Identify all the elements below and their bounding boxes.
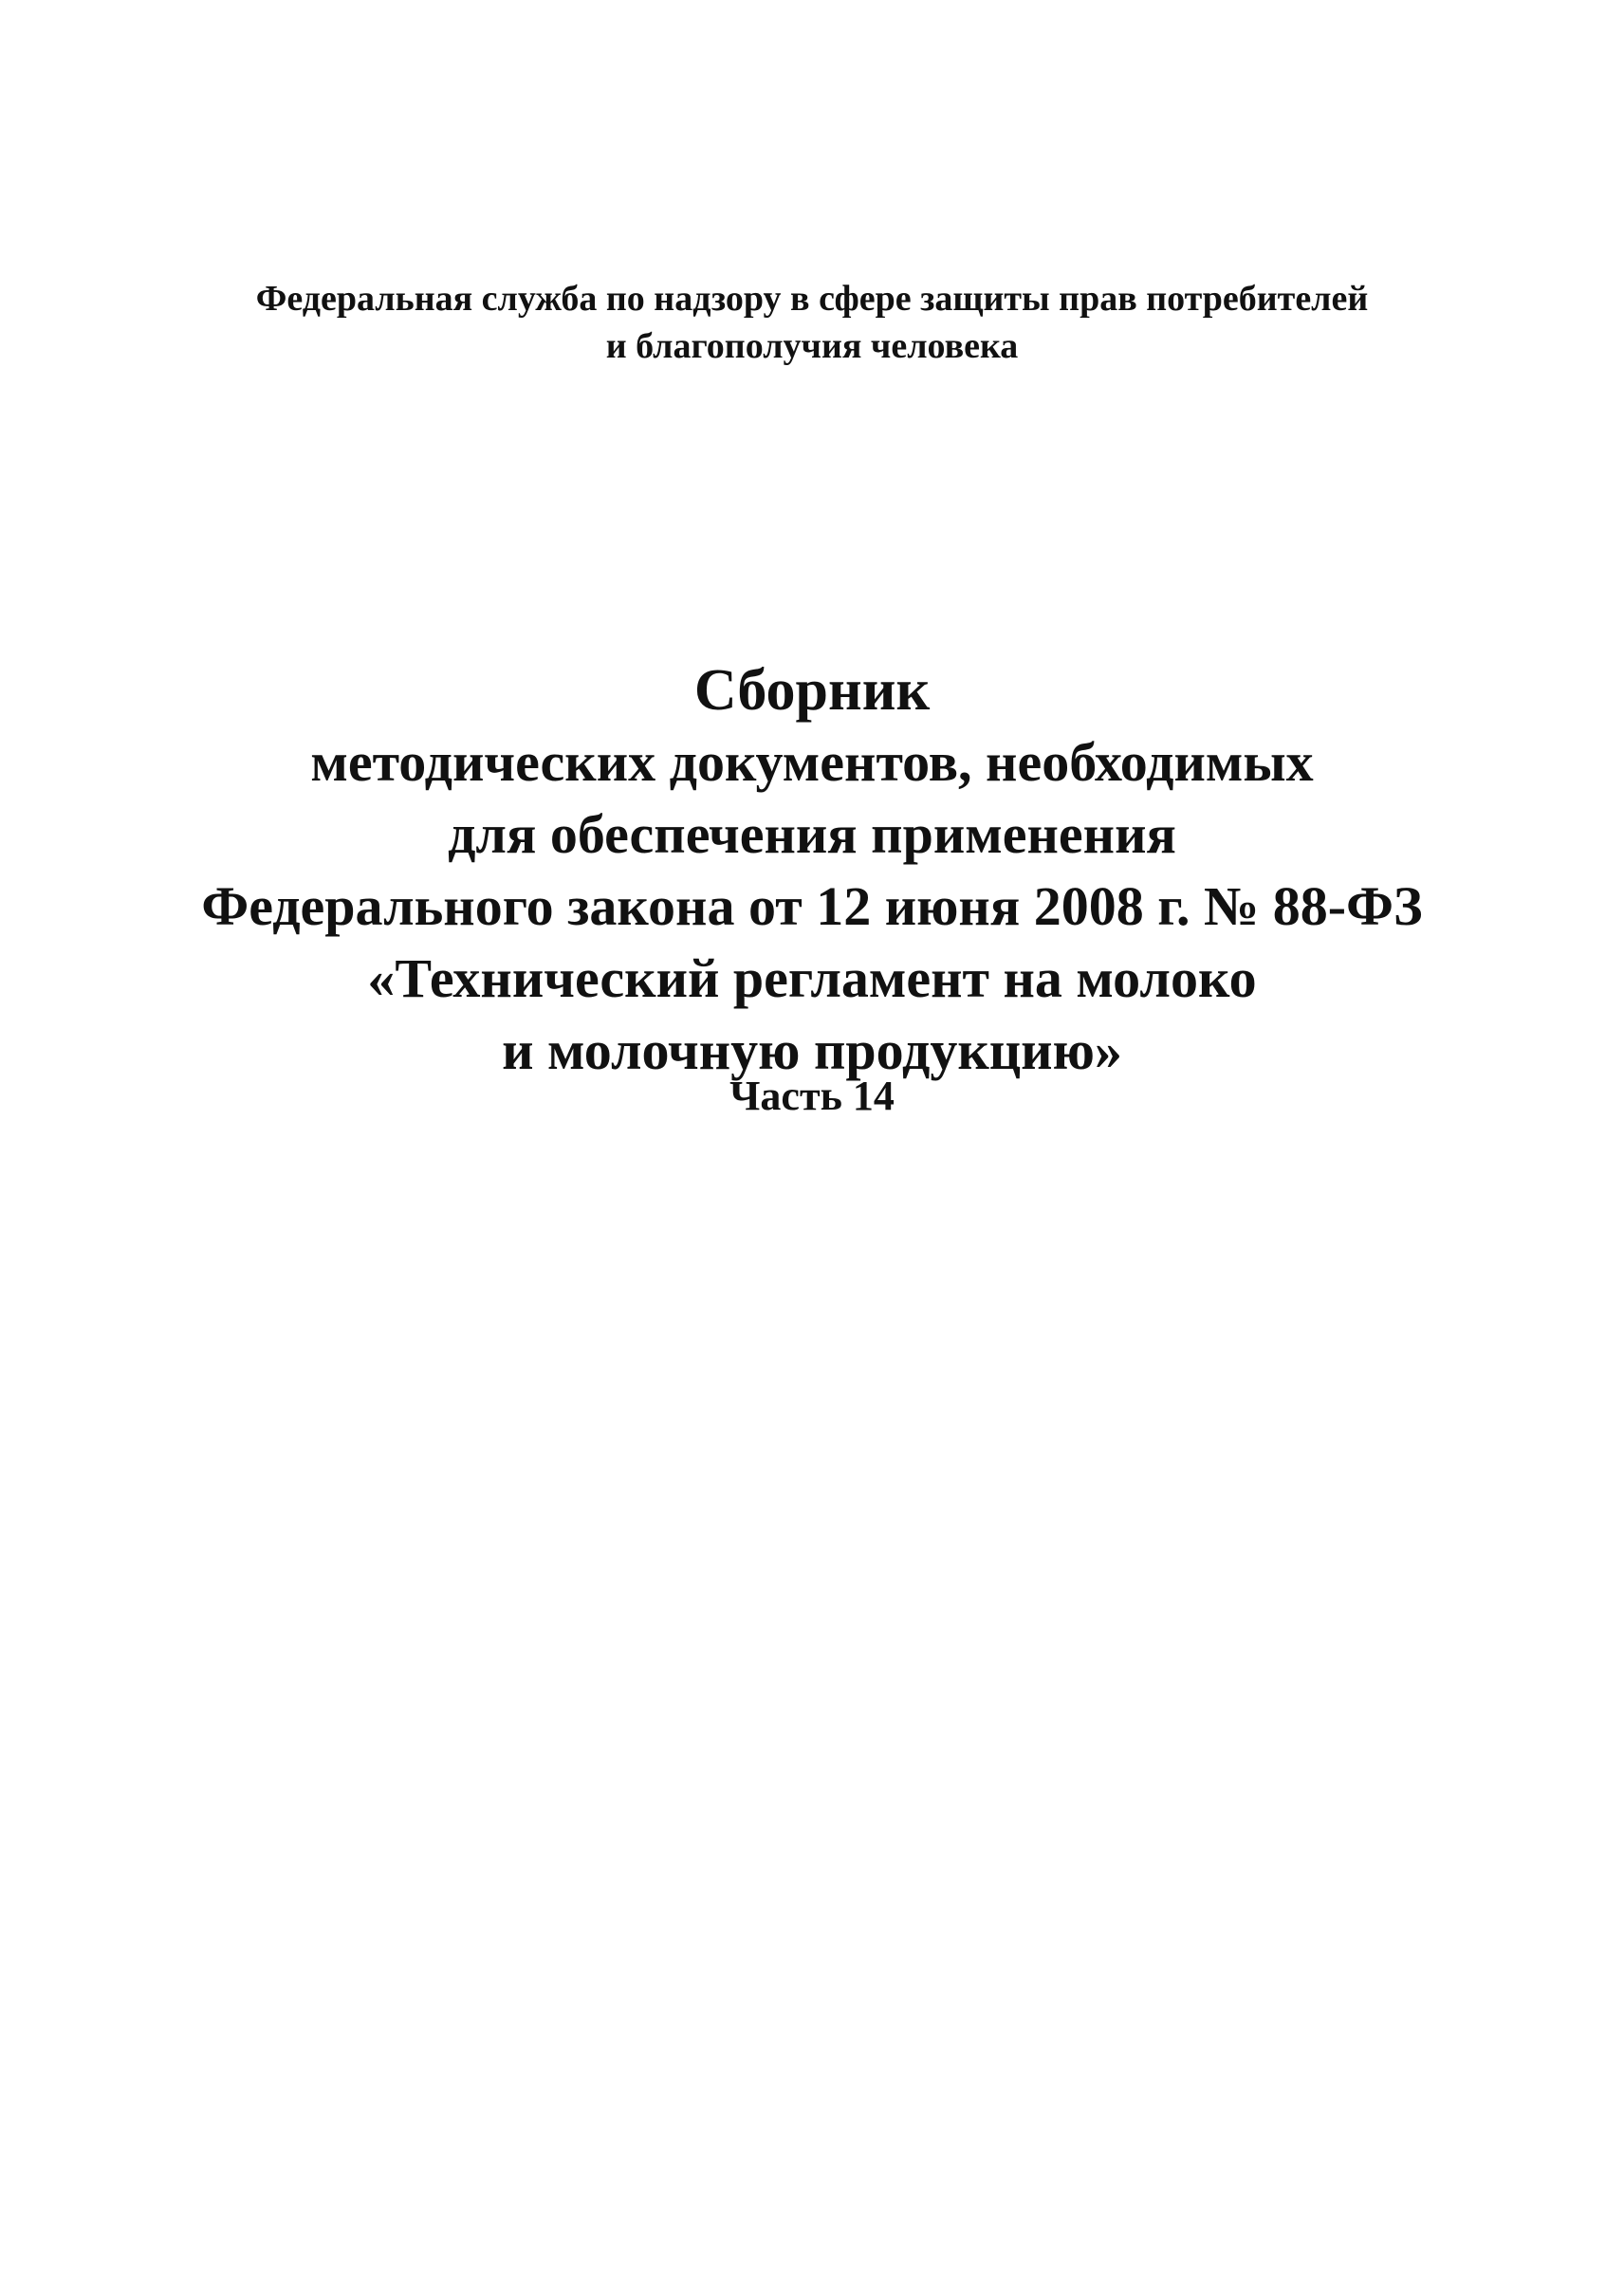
title-line-5: «Технический регламент на молоко (367, 947, 1257, 1009)
title-line-3: для обеспечения применения (448, 803, 1176, 865)
agency-line-2: и благополучия человека (605, 326, 1019, 366)
title-line-2: методических документов, необходимых (310, 731, 1314, 793)
issuing-agency (0, 275, 1624, 370)
title-line-6: и молочную продукцию» (502, 1019, 1122, 1081)
title-line-1: Сборник (693, 658, 931, 723)
title-line-4: Федерального закона от 12 июня 2008 г. № 88-ФЗ (201, 875, 1423, 937)
part-number: Часть 14 (729, 1073, 895, 1119)
document-title (0, 654, 1624, 1087)
agency-line-1: Федеральная служба по надзору в сфере защиты прав потребителей (255, 279, 1369, 319)
